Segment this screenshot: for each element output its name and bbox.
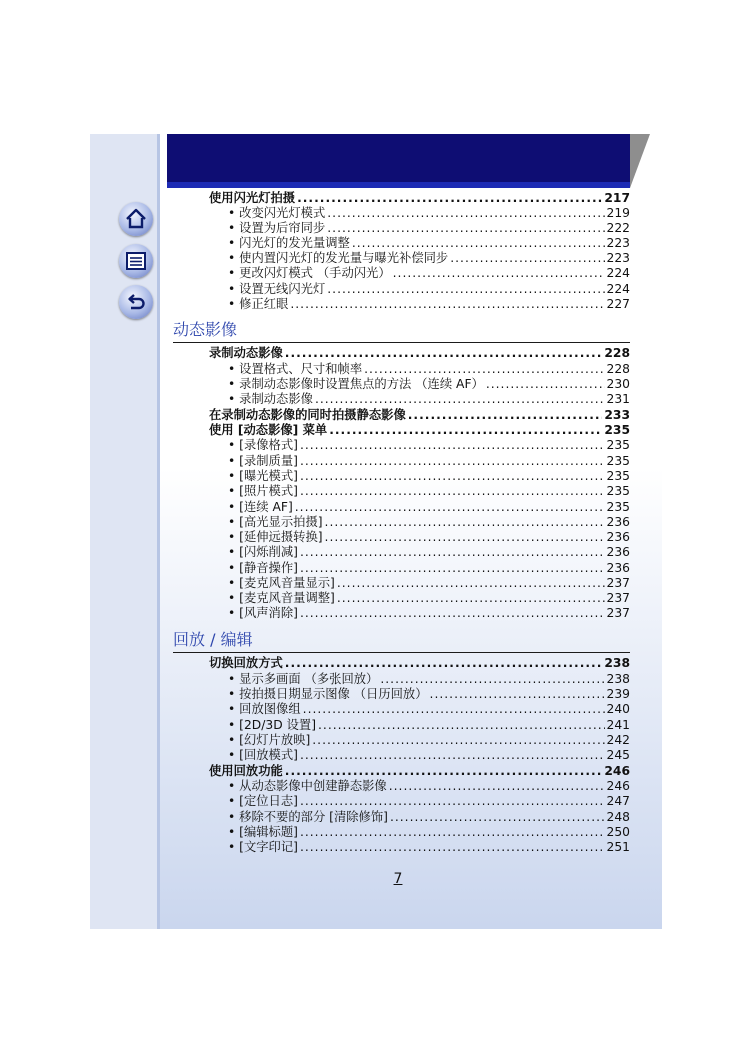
toc-entry[interactable]: • [照片模式] ..... 235 — [228, 484, 630, 499]
toc-entry[interactable]: • 更改闪灯模式 （手动闪光） ..... 224 — [228, 266, 630, 281]
toc-entry[interactable]: • 从动态影像中创建静态影像 ..... 246 — [228, 779, 630, 794]
toc-entry[interactable]: • [录像格式] ..... 235 — [228, 438, 630, 453]
toc-entry[interactable]: 使用 [动态影像] 菜单 ..... 235 — [209, 423, 630, 438]
toc-entry[interactable]: • 设置为后帘同步 ..... 222 — [228, 221, 630, 236]
toc-entry[interactable]: • 按拍摄日期显示图像 （日历回放） ..... 239 — [228, 687, 630, 702]
toc-entry[interactable]: • [静音操作] ..... 236 — [228, 561, 630, 576]
toc-entry[interactable]: • [曝光模式] ..... 235 — [228, 469, 630, 484]
toc-entry[interactable]: • [闪烁削减] ..... 236 — [228, 545, 630, 560]
toc-entry[interactable]: • [麦克风音量调整] ..... 237 — [228, 591, 630, 606]
toc-entry[interactable]: • [回放模式] ..... 245 — [228, 748, 630, 763]
section-heading: 回放 / 编辑 — [173, 630, 630, 653]
toc-entry[interactable]: • 设置格式、尺寸和帧率 ..... 228 — [228, 362, 630, 377]
toc-entry[interactable]: • 设置无线闪光灯 ..... 224 — [228, 282, 630, 297]
toc-entry[interactable]: • [延伸远摄转换] ..... 236 — [228, 530, 630, 545]
section-heading: 动态影像 — [173, 320, 630, 343]
toc-entry[interactable]: • [连续 AF] ..... 235 — [228, 500, 630, 515]
toc-entry[interactable]: • 改变闪光灯模式 ..... 219 — [228, 206, 630, 221]
toc-entry[interactable]: 使用闪光灯拍摄 ..... 217 — [209, 191, 630, 206]
toc-entry[interactable]: • [风声消除] ..... 237 — [228, 606, 630, 621]
toc-entry[interactable]: • 回放图像组 ..... 240 — [228, 702, 630, 717]
toc-entry[interactable]: 在录制动态影像的同时拍摄静态影像 ..... 233 — [209, 408, 630, 423]
toc-entry[interactable]: • 录制动态影像 ..... 231 — [228, 392, 630, 407]
toc-entry[interactable]: • 闪光灯的发光量调整 ..... 223 — [228, 236, 630, 251]
toc-entry[interactable]: • [幻灯片放映] ..... 242 — [228, 733, 630, 748]
toc-entry[interactable]: • [录制质量] ..... 235 — [228, 454, 630, 469]
toc-entry[interactable]: • [定位日志] ..... 247 — [228, 794, 630, 809]
toc-entry[interactable]: • 显示多画面 （多张回放） ..... 238 — [228, 672, 630, 687]
toc-entry[interactable]: • 移除不要的部分 [清除修饰] ..... 248 — [228, 810, 630, 825]
toc-entry[interactable]: • 修正红眼 ..... 227 — [228, 297, 630, 312]
toc-entry[interactable]: • [2D/3D 设置] ..... 241 — [228, 718, 630, 733]
toc-entry[interactable]: • [文字印记] ..... 251 — [228, 840, 630, 855]
toc-entry[interactable]: 使用回放功能 ..... 246 — [209, 764, 630, 779]
toc-entry[interactable]: • [编辑标题] ..... 250 — [228, 825, 630, 840]
toc-entry[interactable]: 录制动态影像 ..... 228 — [209, 346, 630, 361]
toc-entry[interactable]: • [高光显示拍摄] ..... 236 — [228, 515, 630, 530]
toc-entry[interactable]: • [麦克风音量显示] ..... 237 — [228, 576, 630, 591]
toc-entry[interactable]: • 使内置闪光灯的发光量与曝光补偿同步 ..... 223 — [228, 251, 630, 266]
page-number: 7 — [393, 871, 403, 887]
toc-entry[interactable]: • 录制动态影像时设置焦点的方法 （连续 AF） ..... 230 — [228, 377, 630, 392]
toc-entry[interactable]: 切换回放方式 ..... 238 — [209, 656, 630, 671]
